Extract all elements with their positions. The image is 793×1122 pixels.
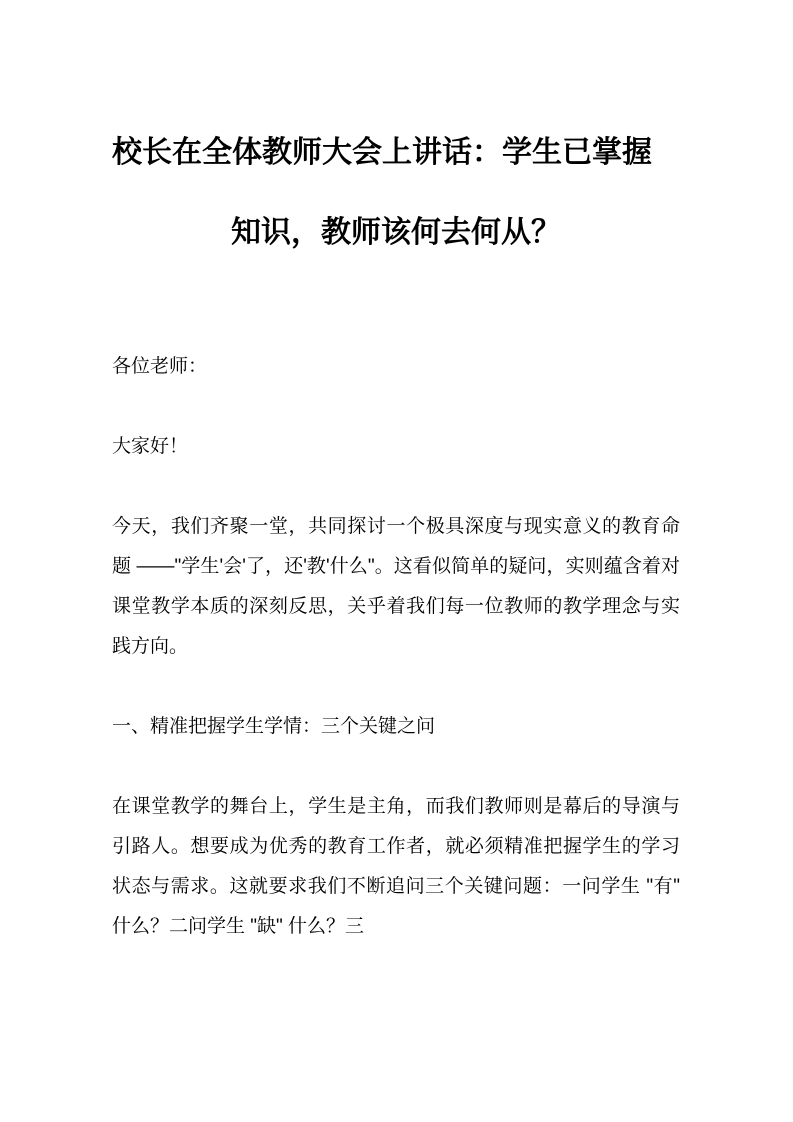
page-title xyxy=(112,0,680,273)
section-one-paragraph: 在课堂教学的舞台上，学生是主角，而我们教师则是幕后的导演与引路人。想要成为优秀的教育工作者，就必须精准把握学生的学习状态与需求。这就要求我们不断追问三个关键问题：一问学生 "有" 什么？二问学生 "缺" 什么？三 xyxy=(112,796,680,937)
greeting-text: 大家好！ xyxy=(112,436,189,457)
section-heading-one: 一、精准把握学生学情：三个关键之问 xyxy=(112,716,436,737)
salutation-text: 各位老师： xyxy=(112,356,208,377)
document-content xyxy=(112,0,680,947)
page-title-line-2: 知识，教师该何去何从？ xyxy=(231,216,561,249)
page-title-line-1: 校长在全体教师大会上讲话：学生已掌握 xyxy=(112,136,652,169)
intro-paragraph: 今天，我们齐聚一堂，共同探讨一个极具深度与现实意义的教育命题 ——"学生'会'了，还'教'什么"。这看似简单的疑问，实则蕴含着对课堂教学本质的深刻反思，关乎着我们每一位教师的教学理念与实践方向。 xyxy=(112,516,680,657)
